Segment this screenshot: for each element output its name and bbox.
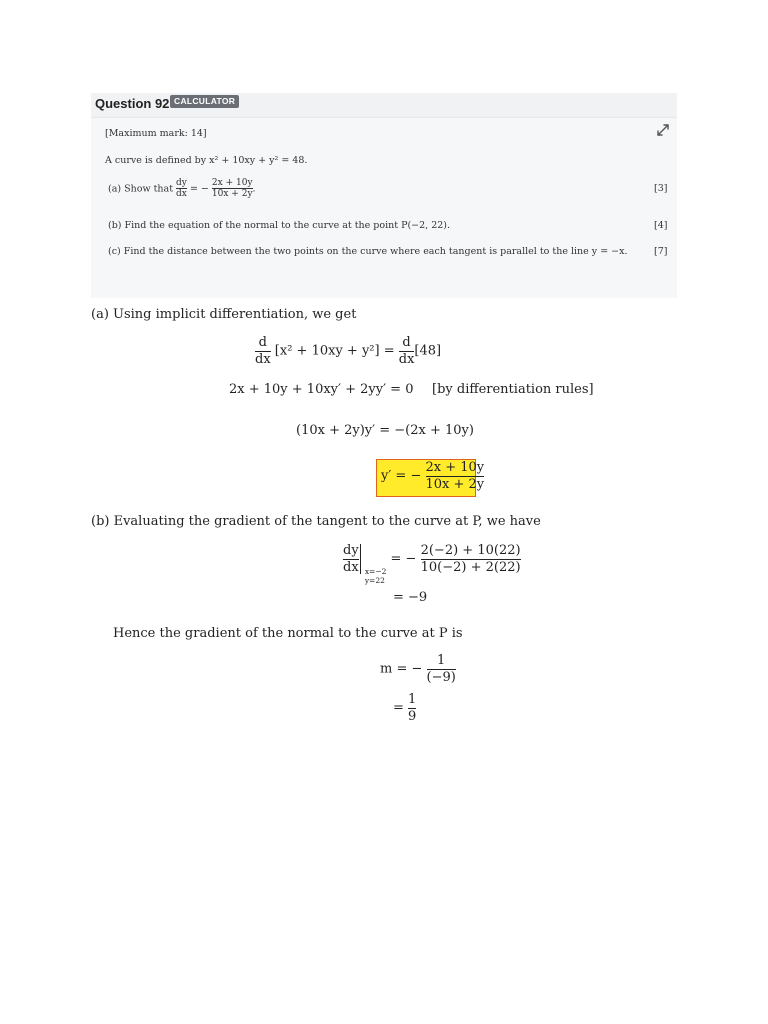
part-b-mark: [4] — [654, 220, 668, 231]
part-c-mark: [7] — [654, 246, 668, 257]
solution-b-intro: (b) Evaluating the gradient of the tangent to the curve at P, we have — [91, 514, 541, 529]
m-lhs: m = − — [380, 661, 423, 677]
fraction-denominator: dx — [176, 189, 187, 200]
lhs-bracket: [x² + 10xy + y²] = — [274, 343, 395, 359]
equals-minus: = − — [189, 183, 209, 195]
gradient-fraction — [421, 543, 521, 575]
fraction-numerator: 2x + 10y — [211, 178, 253, 188]
fraction-numerator: dy — [176, 178, 187, 188]
answer-fraction — [426, 460, 485, 492]
fraction-numerator: 2(−2) + 10(22) — [420, 543, 521, 558]
final-fraction — [408, 692, 416, 724]
rule-note: [by differentiation rules] — [432, 382, 594, 397]
fraction-numerator: 1 — [408, 692, 417, 707]
normal-fraction — [427, 653, 456, 685]
calculator-badge: CALCULATOR — [170, 95, 239, 108]
rhs-fraction — [212, 178, 253, 200]
gradient-result: = −9 — [393, 590, 428, 605]
fraction-denominator: dx — [343, 559, 359, 575]
evaluation-bar — [360, 544, 361, 574]
derivative-equation: 2x + 10y + 10xy′ + 2yy′ = 0 — [229, 382, 414, 397]
fraction-denominator: (−9) — [426, 669, 456, 685]
period: . — [252, 183, 256, 195]
boxed-answer — [381, 460, 484, 492]
part-a-question — [108, 178, 256, 200]
factored-equation: (10x + 2y)y′ = −(2x + 10y) — [296, 423, 474, 438]
expand-icon[interactable] — [656, 123, 670, 137]
question-intro: A curve is defined by x² + 10xy + y² = 48. — [105, 155, 308, 166]
fraction-denominator: 10(−2) + 2(22) — [420, 559, 521, 575]
fraction-denominator: 10x + 2y — [425, 476, 485, 492]
question-title: Question 92 — [95, 96, 170, 111]
part-a-lead: (a) Show that — [108, 183, 174, 195]
gradient-evaluation — [343, 543, 521, 585]
normal-intro: Hence the gradient of the normal to the curve at P is — [113, 626, 463, 641]
fraction-numerator: d — [258, 335, 267, 350]
fraction-numerator: 1 — [437, 653, 446, 668]
fraction-numerator: dy — [343, 543, 359, 558]
dydx-fraction — [176, 178, 187, 200]
yprime-lhs: y′ = − — [381, 468, 422, 484]
d-dx-operator — [255, 335, 271, 367]
equals-sign: = — [393, 700, 404, 716]
fraction-denominator: dx — [398, 351, 415, 367]
final-gradient — [393, 692, 416, 724]
fraction-denominator: 10x + 2y — [211, 189, 253, 200]
fraction-numerator: 2x + 10y — [425, 460, 485, 475]
part-c-question: (c) Find the distance between the two points on the curve where each tangent is parallel to the line y = −x. — [108, 246, 628, 257]
question-card — [91, 93, 677, 298]
fraction-denominator: 9 — [408, 708, 417, 724]
question-header — [91, 93, 677, 118]
rhs-bracket: [48] — [414, 343, 442, 359]
solution-a-intro: (a) Using implicit differentiation, we get — [91, 307, 357, 322]
evaluation-point — [365, 568, 387, 585]
sub-y: y=22 — [364, 575, 385, 585]
equals-minus: = − — [390, 551, 417, 567]
d-dx-operator — [399, 335, 415, 367]
fraction-denominator: dx — [255, 351, 271, 367]
fraction-numerator: d — [402, 335, 411, 350]
dydx-fraction — [343, 543, 359, 575]
sub-x: x=−2 — [364, 567, 387, 577]
max-mark: [Maximum mark: 14] — [105, 128, 207, 139]
part-a-mark: [3] — [654, 183, 668, 194]
normal-gradient — [380, 653, 456, 685]
differentiation-line — [255, 335, 441, 367]
part-b-question: (b) Find the equation of the normal to the curve at the point P(−2, 22). — [108, 220, 451, 231]
